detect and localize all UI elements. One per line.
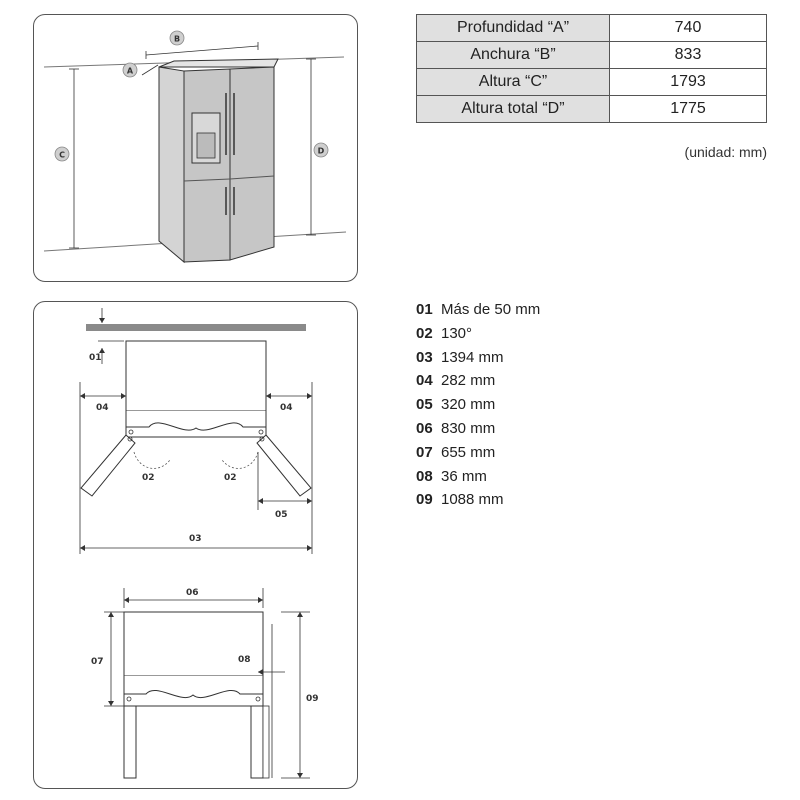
depth-label: Profundidad “A” [417, 15, 610, 42]
marker-a-label: A [126, 66, 134, 76]
list-item [416, 369, 540, 393]
legend-text: 320 mm [441, 396, 496, 414]
list-item [416, 488, 540, 512]
legend-text: 655 mm [441, 443, 496, 461]
list-item [416, 298, 540, 322]
wall-bar [86, 324, 306, 331]
marker-d-label: D [317, 146, 325, 156]
label-02-left: 02 [142, 473, 155, 483]
marker-b-label: B [173, 34, 181, 44]
label-05: 05 [275, 510, 288, 520]
list-item [416, 417, 540, 441]
list-item [416, 441, 540, 465]
legend-text: 36 mm [441, 467, 487, 485]
open-door-left [81, 435, 135, 496]
marker-c-label: C [59, 150, 65, 160]
unit-note: (unidad: mm) [684, 144, 767, 160]
label-09: 09 [306, 694, 319, 704]
legend-number: 02 [416, 324, 433, 342]
table-row [417, 96, 767, 123]
legend-text: 282 mm [441, 372, 496, 390]
list-item [416, 393, 540, 417]
total-height-value: 1775 [610, 96, 767, 123]
legend-number: 08 [416, 467, 433, 485]
list-item [416, 322, 540, 346]
legend-number: 05 [416, 396, 433, 414]
fridge-illustration [159, 59, 278, 262]
legend-number: 01 [416, 301, 433, 318]
width-label: Anchura “B” [417, 42, 610, 69]
legend-text: 1394 mm [441, 348, 504, 366]
door-clearance-panel [33, 301, 358, 789]
label-04-left: 04 [96, 403, 109, 413]
label-04-right: 04 [280, 403, 293, 413]
table-row [417, 69, 767, 96]
list-item [416, 465, 540, 489]
legend-number: 04 [416, 372, 433, 390]
legend-text: 830 mm [441, 419, 496, 437]
angle-arc-right [222, 452, 258, 468]
angle-arc-left [134, 452, 170, 468]
door-clearance-diagram [34, 302, 357, 788]
height-label: Altura “C” [417, 69, 610, 96]
fridge-front-view [124, 612, 269, 778]
table-row [417, 15, 767, 42]
legend-number: 06 [416, 419, 433, 437]
legend-number: 09 [416, 491, 433, 509]
table-row [417, 42, 767, 69]
legend-number: 07 [416, 443, 433, 461]
legend-text: 1088 mm [441, 491, 504, 509]
list-item [416, 346, 540, 370]
fridge-perspective-diagram [34, 15, 357, 281]
legend-text: 130° [441, 324, 473, 342]
legend-text: Más de 50 mm [441, 301, 541, 318]
label-02-right: 02 [224, 473, 237, 483]
height-value: 1793 [610, 69, 767, 96]
open-door-right [257, 435, 311, 496]
label-07: 07 [91, 657, 104, 667]
width-value: 833 [610, 42, 767, 69]
label-01-top: 01 [89, 353, 102, 363]
dimensions-table [416, 14, 767, 123]
clearance-legend [416, 298, 540, 512]
label-06: 06 [186, 588, 199, 598]
fridge-top-view [126, 341, 266, 437]
label-03: 03 [189, 534, 202, 544]
total-height-label: Altura total “D” [417, 96, 610, 123]
fridge-dimension-panel [33, 14, 358, 282]
label-08: 08 [238, 655, 251, 665]
depth-value: 740 [610, 15, 767, 42]
legend-number: 03 [416, 348, 433, 366]
